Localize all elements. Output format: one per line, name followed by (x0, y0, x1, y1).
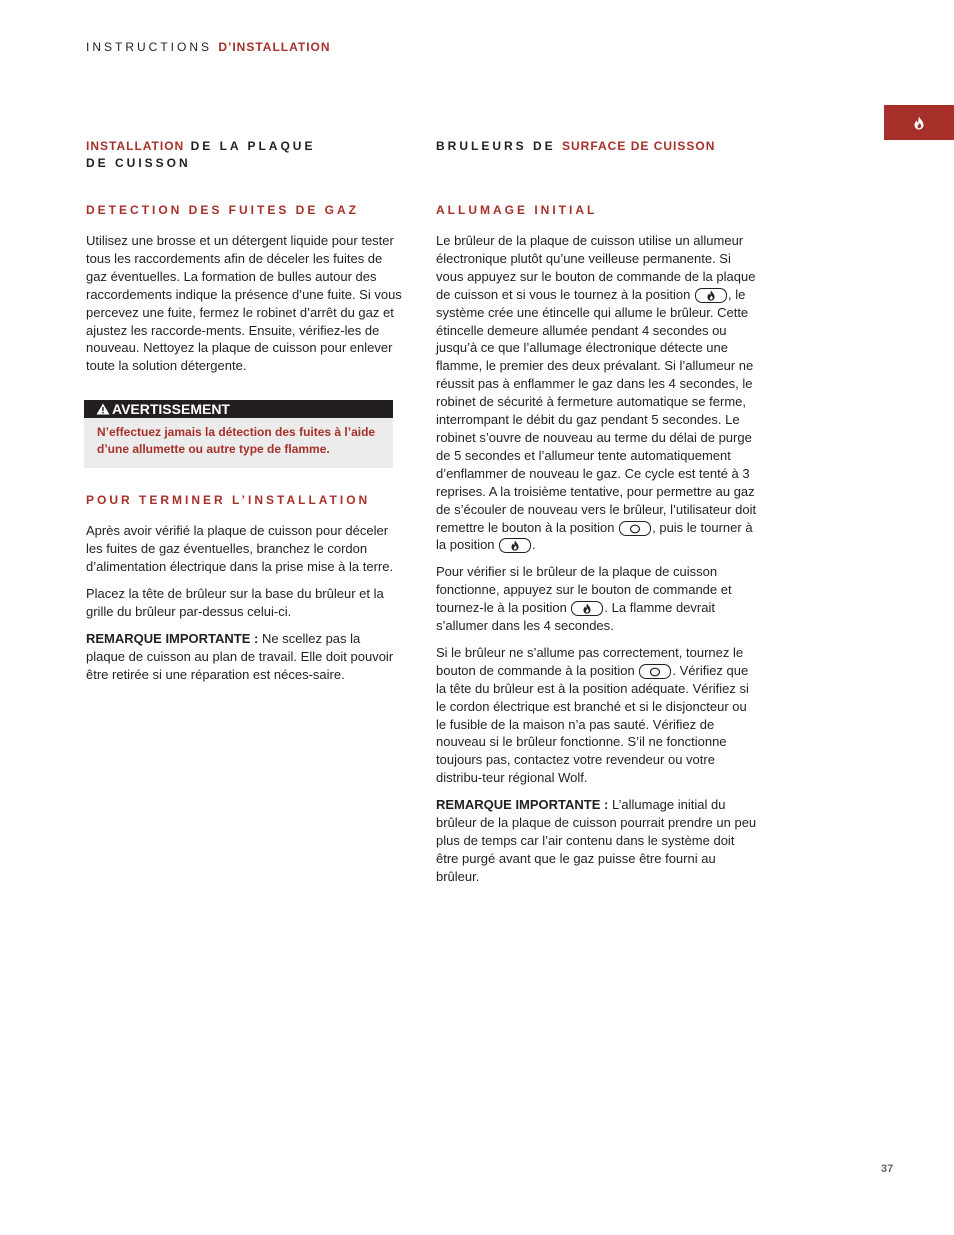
paragraph-burner-head: Placez la tête de brûleur sur la base du brûleur et la grille du brûleur par-dessus celui-ci. (86, 585, 384, 619)
ignition-text-c: , puis le tourner à la position (436, 519, 753, 553)
warning-label: AVERTISSEMENT (112, 401, 230, 418)
ignition-text-a: Le brûleur de la plaque de cuisson utilise un allumeur électronique plutôt qu’une veilleuse permanente. Si vous appuyez sur le bouton de commande de la plaque de cuisson et si vous le tournez à la position (436, 233, 756, 302)
right-column (436, 138, 758, 895)
ignition-text-b: , le système crée une étincelle qui allume le brûleur. Cette étincelle demeure allumée pendant 4 secondes ou jusqu’à ce que l’allumage électronique détecte une flamme, le premier des deux prévalant. Si l’allumeur ne réussit pas à enflammer le gaz dans les 4 secondes, le robinet de sécurité à fermeture automatique se ferme, interrompant le débit du gaz pendant 5 secondes. Le robinet s’ouvre de nouveau au terme du délai de purge de 5 secondes et l’allumeur tente automatiquement d’enflammer de nouveau le gaz. Ce cycle est tenté à 3 reprises. A la troisième tentative, pour permettre au gaz de s’écouler de nouveau vers le brûleur, l’utilisateur doit remettre le bouton à la position (436, 286, 757, 535)
running-header (86, 40, 331, 54)
subheading-leak-detection: DETECTION DES FUITES DE GAZ (86, 203, 360, 217)
right-title-rest: BRULEURS DE (436, 139, 556, 153)
left-column (86, 138, 402, 693)
warning-box (84, 400, 393, 468)
troubleshoot-text-a: Si le brûleur ne s’allume pas correctement, tournez le bouton de commande à la position (436, 644, 744, 678)
paragraph-power-cord: Après avoir vérifié la plaque de cuisson pour déceler les fuites de gaz éventuelles, branchez le cordon d’alimentation électrique dans la prise mise à la terre. (86, 523, 394, 575)
left-title-accent: INSTALLATION (86, 139, 185, 153)
paragraph-leak-detection: Utilisez une brosse et un détergent liquide pour tester tous les raccordements afin de déceler les fuites de gaz éventuelles. La formation de bulles autour des raccordements indique la présence d’une fuite. Si vous percevez une fuite, fermez le robinet d’arrêt du gaz et ajustez les raccorde-ments. Ensuite, vérifiez-les de nouveau. Nettoyez la plaque de cuisson pour enlever toute la solution détergente. (86, 233, 402, 374)
header-prefix: INSTRUCTIONS (86, 40, 212, 54)
warning-text: N’effectuez jamais la détection des fuites à l’aide d’une allumette ou autre type de flamme. (97, 425, 376, 457)
check-text-b: . La flamme devrait s’allumer dans les 4 secondes. (436, 600, 715, 634)
left-section-title (86, 138, 402, 172)
paragraph-troubleshoot (436, 644, 758, 787)
important-note-text: Ne scellez pas la plaque de cuisson au plan de travail. Elle doit pouvoir être retirée si une réparation est néces-saire. (86, 630, 394, 682)
paragraph-check-burner (436, 563, 758, 635)
left-title-rest-1: DE LA PLAQUE (190, 139, 316, 153)
important-note-text: L’allumage initial du brûleur de la plaque de cuisson pourrait prendre un peu plus de temps car l’air contenu dans le système doit être purgé avant que le gaz puisse être fourni au brûleur. (436, 797, 757, 884)
flame-icon (913, 116, 925, 130)
header-accent: D’INSTALLATION (218, 40, 331, 54)
paragraph-important-note-left (86, 630, 402, 684)
warning-header (84, 400, 393, 418)
right-section-title (436, 138, 758, 155)
right-title-accent: SURFACE DE CUISSON (562, 139, 716, 153)
paragraph-ignition (436, 232, 758, 554)
off-position-icon (639, 664, 671, 679)
paragraph-important-note-right (436, 796, 758, 886)
section-tab (884, 105, 954, 140)
off-position-icon (619, 521, 651, 536)
warning-triangle-icon (96, 403, 110, 415)
important-label: REMARQUE IMPORTANTE : (86, 630, 259, 646)
subheading-initial-ignition: ALLUMAGE INITIAL (436, 203, 598, 217)
ignition-text-d: . (532, 537, 536, 553)
flame-position-icon (499, 538, 531, 553)
flame-position-icon (695, 288, 727, 303)
page-number: 37 (881, 1163, 894, 1175)
left-title-rest-2: DE CUISSON (86, 156, 191, 170)
important-label: REMARQUE IMPORTANTE : (436, 797, 609, 813)
check-text-a: Pour vérifier si le brûleur de la plaque de cuisson fonctionne, appuyez sur le bouton de commande et tournez-le à la position (436, 564, 732, 616)
subheading-finish-installation: POUR TERMINER L’INSTALLATION (86, 493, 371, 508)
flame-position-icon (571, 601, 603, 616)
troubleshoot-text-b: . Vérifiez que la tête du brûleur est à la position adéquate. Vérifiez si le cordon électrique est branché et si le disjoncteur ou le fusible de la maison n’a pas sauté. Vérifiez de nouveau si le brûleur fonctionne. S’il ne fonctionne toujours pas, contactez votre revendeur ou votre distribu-teur régional Wolf. (436, 662, 749, 786)
